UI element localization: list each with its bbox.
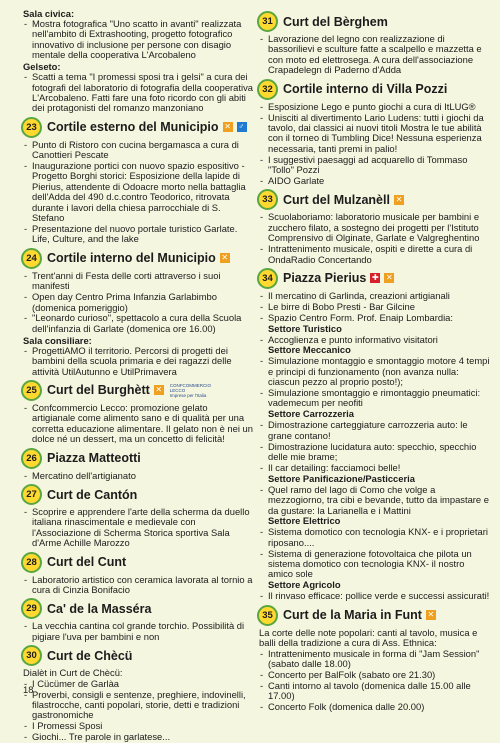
- list-item: - Quel ramo del lago di Como che volge a mezzogiorno, tra cibi e bevande, tutto da impastare e da gustare: la Larianella e i Mattini: [259, 485, 491, 516]
- item-list: [23, 346, 253, 377]
- list-item: - Presentazione del nuovo portale turistico Garlate. Life, Culture, and the lake: [23, 224, 253, 245]
- section-title: Cortile interno di Villa Pozzi: [283, 82, 448, 97]
- list-item: - Sistema di generazione fotovoltaica che pilota un sistema domotico con tecnologia KNX- il nostro amico sole: [259, 549, 491, 580]
- subheading: Sala civica:: [23, 8, 75, 19]
- list-item: - AIDO Garlate: [259, 176, 491, 186]
- section-lead: Dialèt in Curt de Chècü:: [23, 667, 123, 679]
- section-title: Curt del Mulzanèll: [283, 192, 390, 207]
- food-icon: ✕: [427, 610, 435, 620]
- section-title: Cortile esterno del Municipio: [47, 120, 219, 135]
- list-item: - Esposizione Lego e punto giochi a cura di ItLUG®: [259, 102, 491, 112]
- section-number-badge: 24: [21, 248, 42, 269]
- list-item: - Concerto per BalFolk (sabato ore 21.30): [259, 670, 491, 680]
- section-title: Curt de la Maria in Funt: [283, 608, 422, 623]
- section-title: Piazza Pierius: [283, 271, 367, 286]
- list-item: - Il mercatino di Garlinda, creazioni artigianali: [259, 291, 491, 301]
- section-number-badge: 31: [257, 11, 278, 32]
- item-list: [23, 140, 253, 245]
- food-icon: ✕: [155, 385, 163, 395]
- section-number-badge: 26: [21, 448, 42, 469]
- section-heading: [23, 448, 253, 469]
- list-item: - Simulazione smontaggio e rimontaggio pneumatici: vademecum per neofiti: [259, 388, 491, 409]
- first-aid-icon: ✚: [372, 273, 379, 283]
- list-item: - Il car detailing: facciamoci belle!: [259, 463, 491, 473]
- list-item: - Trent'anni di Festa delle corti attraverso i suoi manifesti: [23, 271, 253, 292]
- list-item: - La vecchia cantina col grande torchio. Possibilità di pigiare l'uva per bambini e non: [23, 621, 253, 642]
- right-column: [259, 8, 491, 713]
- list-item: - Intrattenimento musicale in forma di "Jam Session" (sabato dalle 18.00): [259, 649, 491, 670]
- section-number-badge: 30: [21, 645, 42, 666]
- list-item: - "Leonardo curioso", spettacolo a cura della Scuola dell'infanzia di Garlate (domenica ore 16.00): [23, 313, 253, 334]
- list-item: - Inaugurazione portici con nuovo spazio espositivo - Progetto Borghi storici: Esposizione della lapide di Pierius, attendente di Odoacre morto nella battaglia dell'Adda del 490 d.c.contro Teodorico, ritrovata durante i lavori della chiesa parrocchiale di S. Stefano: [23, 161, 253, 223]
- section-heading: [259, 605, 491, 626]
- section-number-badge: 25: [21, 380, 42, 401]
- section-number-badge: 33: [257, 189, 278, 210]
- item-list: [23, 72, 253, 114]
- section-title: Curt de Chècü: [47, 648, 133, 663]
- list-item: - Mercatino dell'artigianato: [23, 471, 253, 481]
- section-title: Ca' de la Masséra: [47, 601, 152, 616]
- list-item: - Concerto Folk (domenica dalle 20.00): [259, 702, 491, 712]
- list-item: - ProgettiAMO il territorio. Percorsi di progetti dei bambini della scuola primaria e dei ragazzi delle attività UtilAutunno e UtilPrimavera: [23, 346, 253, 377]
- list-item: - Giochi... Tre parole in garlatese...: [23, 732, 253, 742]
- list-item: Settore Carrozzeria: [268, 408, 354, 420]
- item-list: [23, 679, 253, 743]
- section-number-badge: 28: [21, 552, 42, 573]
- item-list: [23, 621, 253, 642]
- list-item: - Unisciti al divertimento Lario Ludens: tutti i giochi da tavolo, dai classici ai nuovi titoli Mostra le tue abilità con il torneo di Tumbling Dice! Nessuna esperienza necessaria, tanti premi in palio!: [259, 113, 491, 155]
- section-lead: La corte delle note popolari: canti al tavolo, musica e balli della tradizione a cura di Ass. Ethnica:: [259, 626, 478, 649]
- list-item: - Scuolaboriamo: laboratorio musicale per bambini e zucchero filato, a sostegno dei progetti per l'Istituto Comprensivo di Olginate, Garlate e Valgreghentino: [259, 212, 491, 243]
- list-item: Settore Agricolo: [268, 579, 341, 591]
- list-item: - Il rinvaso efficace: pollice verde e successi assicurati!: [259, 591, 491, 601]
- list-item: - Canti intorno al tavolo (domenica dalle 15.00 alle 17.00): [259, 681, 491, 702]
- list-item: - I Cücümer de Garlàa: [23, 679, 253, 689]
- list-item: Settore Elettrico: [268, 515, 341, 527]
- section-heading: [23, 552, 253, 573]
- list-item: - Dimostrazione lucidatura auto: specchio, specchio delle mie brame;: [259, 442, 491, 463]
- list-item: - Le birre di Bobo Presti - Bar Gilcine: [259, 302, 491, 312]
- list-item: - Mostra fotografica "Uno scatto in avanti" realizzata nell'ambito di Extrashooting, progetto fotografico innovativo di inclusione per persone con disagio mentale della cooperativa L'Arcobaleno: [23, 19, 253, 61]
- item-list: [259, 291, 491, 602]
- section-heading: [23, 248, 253, 269]
- left-column: [23, 8, 253, 743]
- item-list: [23, 507, 253, 549]
- item-list: [259, 649, 491, 713]
- list-item: - Sistema domotico con tecnologia KNX- e i proprietari riposano....: [259, 527, 491, 548]
- food-icon: ✕: [386, 273, 393, 283]
- list-item: - Scatti a tema "I promessi sposi tra i gelsi" a cura dei fotografi del laboratorio di fotografia della cooperativa L'Arcobaleno. Fatti fare una foto ricordo con gli abiti dei protagonisti del romanzo manzoniano: [23, 72, 253, 114]
- section-heading: [259, 11, 491, 32]
- section-heading: [259, 79, 491, 100]
- list-item: - I suggestivi paesaggi ad acquarello di Tommaso "Tollo" Pozzi: [259, 155, 491, 176]
- food-icon: ✕: [395, 194, 403, 204]
- section-title: Piazza Matteotti: [47, 451, 141, 466]
- list-item: - Intrattenimento musicale, ospiti e dirette a cura di OndaRadio Concertando: [259, 244, 491, 265]
- list-item: - Accoglienza e punto informativo visitatori: [259, 335, 491, 345]
- section-number-badge: 34: [257, 268, 278, 289]
- section-heading: [23, 645, 253, 666]
- section-heading: [259, 268, 491, 289]
- list-item: - I Promessi Sposi: [23, 721, 253, 731]
- section-title: Curt del Bèrghem: [283, 14, 388, 29]
- food-icon: ✕: [224, 122, 231, 132]
- section-number-badge: 23: [21, 117, 42, 138]
- section-number-badge: 27: [21, 484, 42, 505]
- section-title: Curt del Burghètt: [47, 383, 150, 398]
- list-item: - Spazio Centro Form. Prof. Enaip Lombardia:: [259, 313, 491, 323]
- section-title: Curt del Cunt: [47, 555, 127, 570]
- list-item: - Dimostrazione carteggiature carrozzeria auto: le grane contano!: [259, 420, 491, 441]
- item-list: [23, 19, 253, 61]
- list-item: - Punto di Ristoro con cucina bergamasca a cura di Canottieri Pescate: [23, 140, 253, 161]
- item-list: [23, 471, 253, 481]
- subheading: Sala consiliare:: [23, 334, 92, 346]
- list-item: - Proverbi, consigli e sentenze, preghiere, indovinelli, filastrocche, canti popolari, storie, detti e tradizioni gastronomiche: [23, 690, 253, 721]
- item-list: [23, 271, 253, 334]
- list-item: - Laboratorio artistico con ceramica lavorata al tornio a cura di Cinzia Bonifacio: [23, 575, 253, 596]
- section-heading: [259, 189, 491, 210]
- list-item: - Lavorazione del legno con realizzazione di bassorilievi e sculture fatte a scalpello e mazzetta e con moto ed elettrosega. A cura dell'associazione Crapadelegn di Paderno d'Adda: [259, 34, 491, 76]
- item-list: [259, 212, 491, 265]
- section-title: Curt de Cantón: [47, 487, 138, 502]
- section-number-badge: 29: [21, 598, 42, 619]
- item-list: [23, 575, 253, 596]
- confcommercio-logo: CONFCOMMERCIO LECCO Imprese per l'Italia: [169, 382, 212, 398]
- section-heading: [23, 380, 253, 401]
- list-item: - Simulazione montaggio e smontaggio motore 4 tempi e principi di funzionamento (non avanza nulla: ciascun pezzo al proprio posto!);: [259, 356, 491, 387]
- item-list: [259, 34, 491, 76]
- subheading: Gelseto:: [23, 61, 61, 73]
- list-item: - Scoprire e apprendere l'arte della scherma da duello italiana rinascimentale e medievale con l'Associazione di Scherma Storica sportiva Sala d'Arme Achille Marozzo: [23, 507, 253, 549]
- list-item: Settore Turistico: [268, 322, 342, 334]
- list-item: Settore Meccanico: [268, 344, 351, 356]
- list-item: - Confcommercio Lecco: promozione gelato artigianale come alimento sano e di qualità per una corretta educazione alimentare. Il gelato non è nei un dolce né un dessert, ma un concetto di felicità!: [23, 403, 253, 445]
- page-number: 18: [23, 684, 34, 695]
- section-number-badge: 35: [257, 605, 278, 626]
- item-list: [23, 403, 253, 445]
- section-heading: [23, 484, 253, 505]
- section-heading: [23, 117, 253, 138]
- list-item: Settore Panificazione/Pasticceria: [268, 472, 415, 484]
- food-icon: ✕: [221, 253, 229, 263]
- list-item: - Open day Centro Prima Infanzia Garlabimbo (domenica pomeriggio): [23, 292, 253, 313]
- section-number-badge: 32: [257, 79, 278, 100]
- restroom-icon: ♂: [238, 122, 245, 132]
- section-title: Cortile interno del Municipio: [47, 251, 216, 266]
- section-heading: [23, 598, 253, 619]
- item-list: [259, 102, 491, 187]
